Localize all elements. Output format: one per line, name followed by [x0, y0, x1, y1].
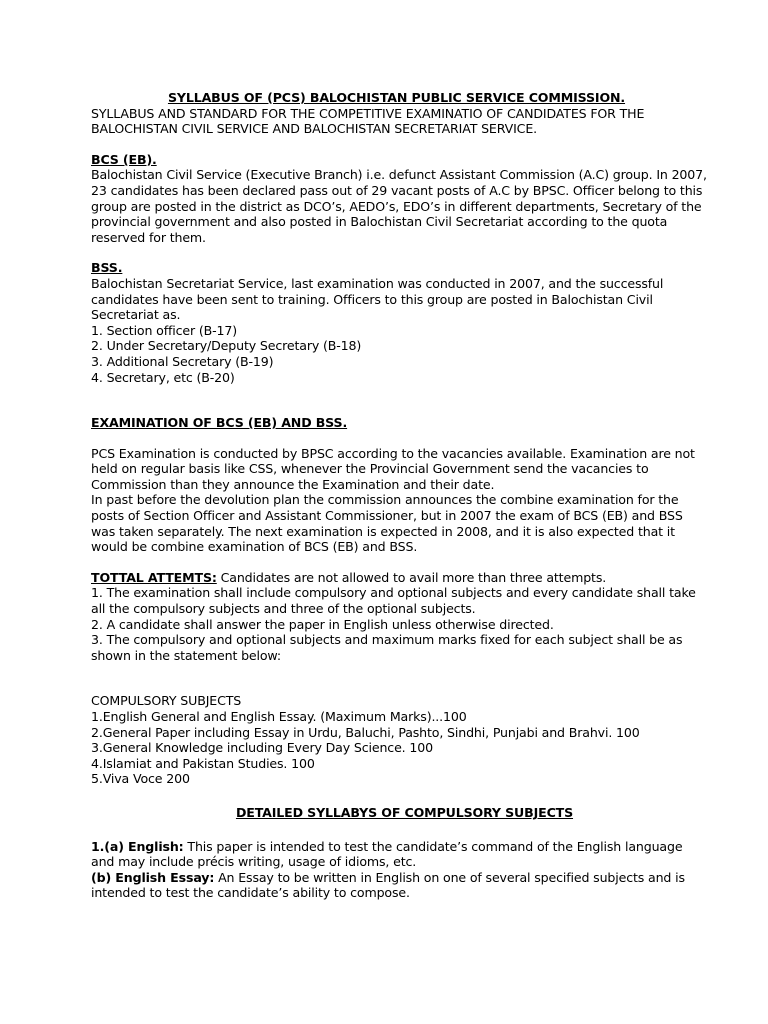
bcs-text: Balochistan Civil Service (Executive Branch) i.e. defunct Assistant Commission (A.C) group. In 2007, 23 candidates has been declared pass out of 29 vacant posts of A.C by BPSC. Officer belong to this group are posted in the district as DCO’s, AEDO’s, EDO’s in different departments, Secretary of the provincial government and also posted in Balochistan Civil Secretariat according to the quota reserved for them.: [91, 167, 707, 245]
english-text: This paper is intended to test the candidate’s command of the English language and may include précis writing, usage of idioms, etc.: [91, 838, 683, 870]
attempts-rule: 3. The compulsory and optional subjects and maximum marks fixed for each subject shall be as shown in the statement below:: [91, 632, 683, 663]
examination-heading: EXAMINATION OF BCS (EB) AND BSS.: [91, 415, 348, 431]
essay-label: (b) English Essay:: [91, 869, 215, 885]
bss-list-item: 4. Secretary, etc (B-20): [91, 369, 235, 385]
essay-paragraph: [91, 870, 708, 901]
attempts-paragraph: [91, 570, 708, 586]
detailed-syllabus-heading: DETAILED SYLLABYS OF COMPULSORY SUBJECTS: [235, 804, 574, 820]
essay-text: An Essay to be written in English on one of several specified subjects and is intended to test the candidate’s ability to compose.: [91, 869, 685, 901]
attempts-text: Candidates are not allowed to avail more than three attempts.: [216, 569, 607, 585]
english-paragraph: [91, 839, 708, 870]
compulsory-subject-item: 5.Viva Voce 200: [91, 771, 190, 787]
examination-paragraph-1: PCS Examination is conducted by BPSC according to the vacancies available. Examination are not held on regular basis like CSS, whenever the Provincial Government send the vacancies to Commission than they announce the Examination and their date.: [91, 445, 695, 492]
compulsory-subject-item: 2.General Paper including Essay in Urdu, Baluchi, Pashto, Sindhi, Punjabi and Brahvi. 100: [91, 724, 640, 740]
compulsory-subject-item: 3.General Knowledge including Every Day Science. 100: [91, 740, 433, 756]
bss-text: Balochistan Secretariat Service, last examination was conducted in 2007, and the successful candidates have been sent to training. Officers to this group are posted in Balochistan Civil Secretariat as.: [91, 275, 664, 323]
attempts-rule: 2. A candidate shall answer the paper in English unless otherwise directed.: [91, 616, 554, 632]
bss-list-item: 3. Additional Secretary (B-19): [91, 353, 274, 369]
attempts-rule: 1. The examination shall include compulsory and optional subjects and every candidate shall take all the compulsory subjects and three of the optional subjects.: [91, 585, 696, 617]
bss-list-item: 1. Section officer (B-17): [91, 322, 238, 338]
examination-paragraph-2: In past before the devolution plan the commission announces the combine examination for the posts of Section Officer and Assistant Commissioner, but in 2007 the exam of BCS (EB) and BSS was taken separately. The next examination is expected in 2008, and it is also expected that it would be combine examination of BCS (EB) and BSS.: [91, 492, 683, 555]
bcs-heading: BCS (EB).: [91, 151, 157, 167]
bss-heading: BSS.: [91, 260, 123, 276]
compulsory-subjects-heading: COMPULSORY SUBJECTS: [91, 693, 242, 709]
attempts-label: TOTTAL ATTEMTS:: [91, 569, 217, 585]
english-label: 1.(a) English:: [91, 838, 184, 854]
compulsory-subject-item: 4.Islamiat and Pakistan Studies. 100: [91, 755, 315, 771]
intro-text: SYLLABUS AND STANDARD FOR THE COMPETITIVE EXAMINATIO OF CANDIDATES FOR THE BALOCHISTAN CIVIL SERVICE AND BALOCHISTAN SECRETARIAT SERVICE.: [91, 105, 645, 137]
document-title: SYLLABUS OF (PCS) BALOCHISTAN PUBLIC SERVICE COMMISSION.: [167, 90, 626, 105]
bss-list-item: 2. Under Secretary/Deputy Secretary (B-18): [91, 338, 362, 354]
compulsory-subject-item: 1.English General and English Essay. (Maximum Marks)...100: [91, 709, 467, 724]
